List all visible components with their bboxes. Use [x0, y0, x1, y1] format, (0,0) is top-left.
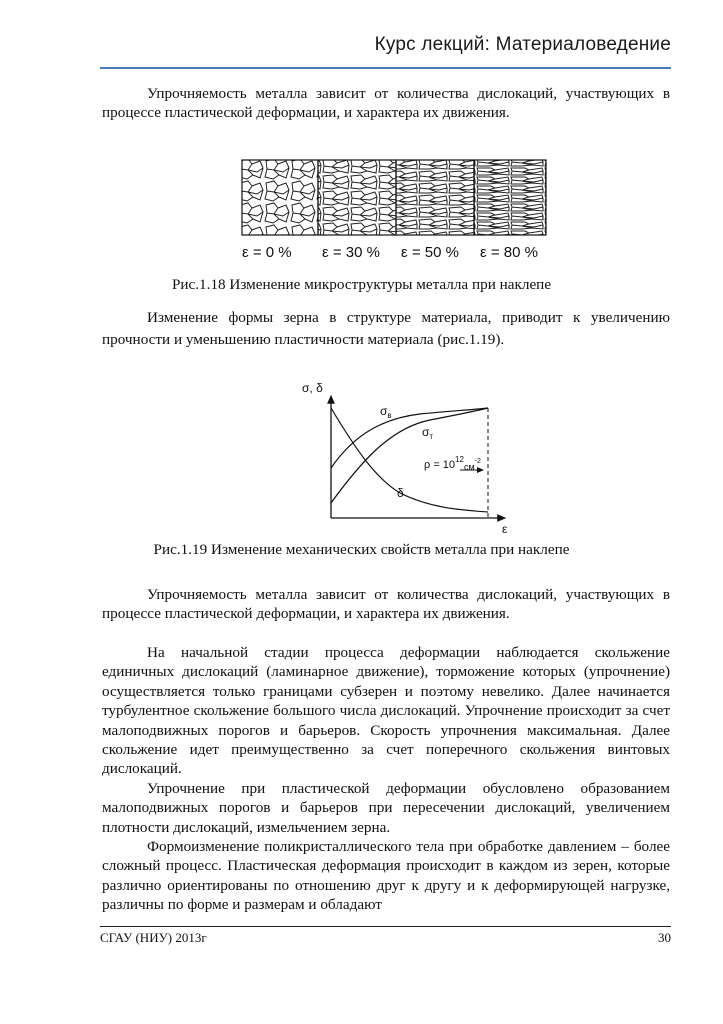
footer-institution: СГАУ (НИУ) 2013г: [100, 930, 207, 945]
header-title: Курс лекций: Материаловедение: [374, 34, 671, 55]
caption-fig-1-18: Рис.1.18 Изменение микроструктуры металла при наклепе: [171, 276, 552, 293]
label-eps-50: ε = 50 %: [401, 244, 459, 261]
y-axis-label: σ, δ: [302, 381, 323, 395]
label-sigma-t: $\sigma_т$: [422, 425, 434, 441]
label-eps-30: ε = 30 %: [322, 244, 380, 261]
figure-properties-graph: [300, 378, 520, 538]
curve-sigma-b: [331, 408, 488, 468]
label-eps-0: ε = 0 %: [242, 244, 292, 261]
microstructure-diagram: [238, 158, 550, 263]
panel-eps-50: [396, 160, 474, 235]
paragraph-1: Упрочняемость металла зависит от количества дислокаций, участвующих в процессе пластической деформации, и характера их движения.: [102, 85, 670, 122]
label-delta: δ: [397, 486, 404, 500]
page-footer: [100, 926, 671, 950]
page-number: 30: [658, 930, 671, 945]
caption-fig-1-19: Рис.1.19 Изменение механических свойств металла при наклепе: [153, 541, 570, 558]
curve-sigma-t: [331, 408, 488, 503]
header-rule: [100, 67, 671, 69]
paragraph-4: На начальной стадии процесса деформации наблюдается скольжение единичных дислокаций (ламинарное движение), торможение которых (упрочнение) осуществляется только границами субзерен и поэтому невелико. Далее начинается турбулентное скольжение большого числа дислокаций. Упрочнение происходит за счет малоподвижных порогов и барьеров. Скорость упрочнения максимальная. Далее скольжение идет преимущественно за счет поперечного скольжения винтовых дислокаций.: [102, 644, 670, 778]
label-rho: $\rho = 10^{12}_{см}^{-2}$: [424, 455, 481, 472]
panel-eps-0: [242, 160, 318, 235]
footer-rule: [100, 926, 671, 927]
panel-eps-80: [474, 160, 546, 235]
figure-microstructure: [238, 158, 550, 263]
panel-eps-30: [318, 160, 396, 235]
x-axis-label: ε: [502, 522, 508, 536]
page-header: [100, 34, 671, 70]
paragraph-6: Формоизменение поликристаллического тела при обработке давлением – более сложный процесс. Пластическая деформация происходит в каждом из зерен, которые различно ориентированы по отношению друг к другу и к деформирующей нагрузке, различны по форме и размерам и обладают: [102, 838, 670, 914]
curve-delta: [331, 408, 488, 512]
paragraph-2: Изменение формы зерна в структуре материала, приводит к увеличению прочности и уменьшению пластичности материала (рис.1.19).: [102, 309, 670, 348]
paragraph-5: Упрочнение при пластической деформации обусловлено образованием малоподвижных порогов и барьеров при пересечении дислокаций, увеличением плотности дислокаций, измельчением зерна.: [102, 780, 670, 836]
properties-chart: [300, 378, 520, 538]
paragraph-3: Упрочняемость металла зависит от количества дислокаций, участвующих в процессе пластической деформации, и характера их движения.: [102, 586, 670, 623]
label-eps-80: ε = 80 %: [480, 244, 538, 261]
label-sigma-b: $\sigma_в$: [380, 404, 392, 420]
